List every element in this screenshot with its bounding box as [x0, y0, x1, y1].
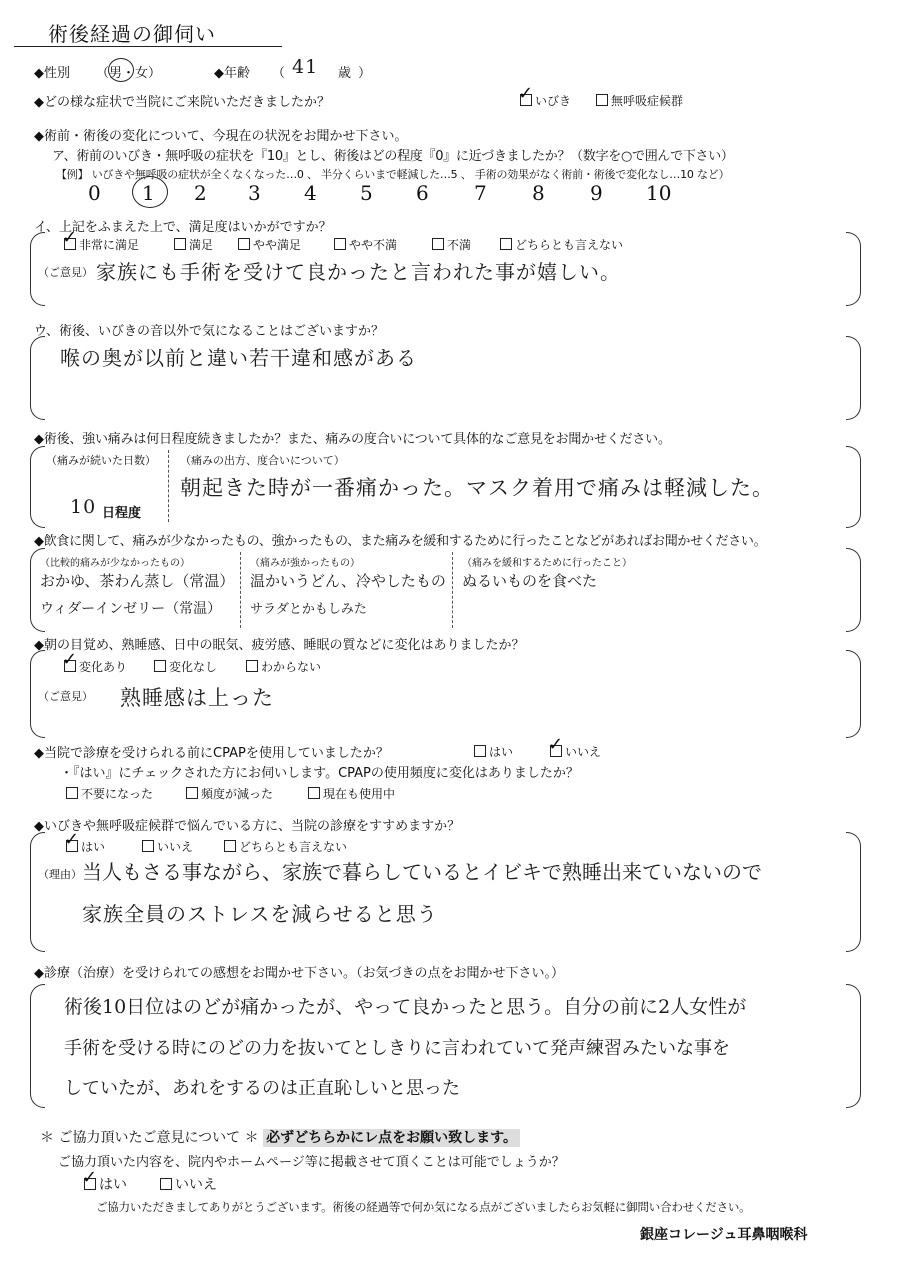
cpap-sub-option-unneeded[interactable] — [66, 785, 153, 802]
age-unit: 歳 — [338, 66, 352, 81]
option-label: わからない — [261, 660, 322, 674]
scale-1[interactable]: 1 — [142, 181, 155, 205]
checkbox[interactable] — [160, 1178, 172, 1190]
change-a-text: ア、術前のいびき・無呼吸の症状を『10』とし、術後はどの程度『0』に近づきましたか？（数字を○で囲んで下さい） — [52, 149, 734, 164]
scale-5[interactable]: 5 — [360, 181, 373, 205]
pain-bracket-right — [846, 446, 861, 528]
impression-line2[interactable]: 手術を受ける時にのどの力を抜いてとしきりに言われていて発声練習みたいな事を — [64, 1038, 730, 1059]
sleep-option-unchanged[interactable] — [154, 658, 217, 675]
food-col3-line1[interactable]: ぬるいものを食べた — [462, 572, 598, 590]
sex-options[interactable]: （男・女） — [96, 66, 162, 81]
option-label: 不要になった — [81, 787, 154, 801]
checkbox[interactable] — [246, 660, 258, 672]
satisfaction-bracket-right — [846, 232, 861, 306]
pain-question: ◆術後、強い痛みは何日程度続きましたか？また、痛みの度合いについて具体的なご意見をお聞かせください。 — [34, 432, 671, 447]
change-question: ◆術前・術後の変化について、今現在の状況をお聞かせ下さい。 — [34, 129, 408, 144]
recommend-answer-line2[interactable]: 家族全員のストレスを減らせると思う — [82, 902, 438, 926]
scale-6[interactable]: 6 — [416, 181, 429, 205]
checkbox[interactable] — [500, 238, 512, 250]
recommend-reason-label: （理由） — [38, 868, 82, 881]
option-label: はい — [489, 745, 514, 759]
checkbox[interactable] — [174, 238, 186, 250]
sleep-option-unknown[interactable] — [246, 658, 321, 675]
scale-3[interactable]: 3 — [248, 181, 261, 205]
checkbox-apnea[interactable] — [596, 94, 608, 106]
option-label: 不満 — [447, 238, 472, 252]
cpap-question: ◆当院で診療を受けられる前にCPAPを使用していましたか？ — [34, 746, 389, 761]
food-col3-label: （痛みを緩和するために行ったこと） — [462, 558, 632, 569]
checkbox[interactable] — [64, 238, 76, 250]
footer-option-no[interactable] — [160, 1174, 217, 1194]
footer-permission-question: ご協力頂いた内容を、院内やホームページ等に掲載させて頂くことは可能でしょうか？ — [58, 1155, 565, 1170]
satisfaction-question: イ、上記をふまえた上で、満足度はいかがですか？ — [34, 220, 332, 235]
satisfaction-option-somewhat-unsatisfied[interactable] — [334, 236, 397, 253]
option-label: やや満足 — [253, 238, 302, 252]
checkbox[interactable] — [84, 1178, 96, 1190]
sleep-opinion-label: （ご意見） — [38, 690, 93, 703]
pain-bracket-left — [30, 446, 45, 528]
recommend-bracket-right — [846, 832, 861, 952]
footer-note-prefix: ＊ ご協力頂いたご意見について ＊ — [40, 1130, 259, 1146]
satisfaction-option-neither[interactable] — [500, 236, 623, 253]
checkbox[interactable] — [308, 787, 320, 799]
age-label: ◆年齢 — [214, 66, 250, 81]
symptom-option-apnea[interactable] — [596, 92, 683, 109]
sleep-option-changed[interactable] — [64, 658, 127, 675]
option-label: はい — [99, 1177, 127, 1193]
other-bracket-right — [846, 336, 861, 420]
checkbox[interactable] — [154, 660, 166, 672]
option-label: いいえ — [175, 1177, 217, 1193]
recommend-option-no[interactable] — [142, 838, 193, 855]
age-close-paren: ） — [358, 66, 372, 81]
age-open-paren: （ — [272, 66, 286, 81]
change-example: 【例】 いびきや無呼吸の症状が全くなくなった…0 、 半分くらいまで軽減した…5 、 手術の効果がなく術前・術後で変化なし…10 など） — [56, 168, 730, 181]
age-value[interactable]: 41 — [292, 56, 319, 78]
checkbox[interactable] — [64, 660, 76, 672]
symptom-option-snoring[interactable] — [520, 92, 571, 109]
option-label: いいえ — [565, 745, 602, 759]
checkbox[interactable] — [186, 787, 198, 799]
recommend-answer-line1[interactable]: 当人もさる事ながら、家族で暮らしているとイビキで熟睡出来ていないので — [82, 860, 762, 884]
checkbox[interactable] — [334, 238, 346, 250]
pain-detail-label: （痛みの出方、度合いについて） — [180, 454, 345, 467]
checkbox[interactable] — [474, 745, 486, 757]
checkbox[interactable] — [550, 745, 562, 757]
food-col2-label: （痛みが強かったもの） — [250, 558, 360, 569]
footer-thanks: ご協力いただきましてありがとうございます。術後の経過等で何か気になる点がございましたらお気軽に御問い合わせください。 — [96, 1200, 751, 1214]
satisfaction-opinion-label: （ご意見） — [38, 266, 93, 279]
scale-10[interactable]: 10 — [646, 181, 672, 205]
scale-8[interactable]: 8 — [532, 181, 545, 205]
sex-selected-circle — [108, 58, 134, 82]
other-bracket-left — [30, 336, 45, 420]
recommend-option-yes[interactable] — [66, 838, 105, 855]
checkbox[interactable] — [142, 840, 154, 852]
pain-detail-answer[interactable]: 朝起きた時が一番痛かった。マスク着用で痛みは軽減した。 — [180, 476, 774, 500]
satisfaction-option-unsatisfied[interactable] — [432, 236, 471, 253]
food-separator-1 — [240, 552, 241, 628]
scale-7[interactable]: 7 — [474, 181, 487, 205]
impression-bracket-left — [30, 984, 45, 1108]
scale-9[interactable]: 9 — [590, 181, 603, 205]
scale-0[interactable]: 0 — [88, 181, 101, 205]
recommend-bracket-left — [30, 832, 45, 952]
food-question: ◆飲食に関して、痛みが少なかったもの、強かったもの、また痛みを緩和するために行ったことなどがあればお聞かせください。 — [34, 534, 767, 549]
checkbox[interactable] — [66, 787, 78, 799]
option-label: 満足 — [189, 238, 214, 252]
satisfaction-option-somewhat-satisfied[interactable] — [238, 236, 301, 253]
sleep-answer[interactable]: 熟睡感は上った — [120, 686, 274, 710]
option-label: 非常に満足 — [79, 238, 140, 252]
scale-4[interactable]: 4 — [304, 181, 317, 205]
sex-label: ◆性別 — [34, 66, 70, 81]
pain-separator — [168, 450, 169, 522]
option-label: 無呼吸症候群 — [611, 94, 684, 108]
option-label: 頻度が減った — [201, 787, 274, 801]
satisfaction-answer[interactable]: 家族にも手術を受けて良かったと言われた事が嬉しい。 — [96, 260, 621, 284]
food-col1-line2[interactable]: ウィダーインゼリー（常温） — [40, 601, 222, 617]
footer-option-yes[interactable] — [84, 1174, 127, 1194]
scale-selected-circle — [132, 176, 168, 208]
pain-days-value[interactable]: 10 — [70, 496, 97, 518]
cpap-option-no[interactable] — [550, 743, 601, 760]
recommend-option-neither[interactable] — [224, 838, 347, 855]
option-label: 変化なし — [169, 660, 218, 674]
scale-2[interactable]: 2 — [194, 181, 207, 205]
checkbox-snoring[interactable] — [520, 94, 532, 106]
option-label: どちらとも言えない — [239, 840, 348, 854]
footer-note — [40, 1127, 520, 1147]
footer-note-highlight: 必ずどちらかにレ点をお願い致します。 — [263, 1129, 520, 1147]
option-label: はい — [81, 840, 106, 854]
food-col1-line1[interactable]: おかゆ、茶わん蒸し（常温） — [40, 572, 235, 590]
title-underline — [14, 46, 282, 47]
satisfaction-option-very-satisfied[interactable] — [64, 236, 139, 253]
checkbox[interactable] — [432, 238, 444, 250]
option-label: いびき — [535, 94, 572, 108]
food-separator-2 — [452, 552, 453, 628]
satisfaction-option-satisfied[interactable] — [174, 236, 213, 253]
symptom-question: ◆どの様な症状で当院にご来院いただきましたか？ — [34, 95, 330, 110]
food-col2-line2[interactable]: サラダとかもしみた — [250, 602, 367, 617]
impression-bracket-right — [846, 984, 861, 1108]
food-col2-line1[interactable]: 温かいうどん、冷やしたもの — [250, 572, 446, 590]
cpap-sub-option-still-using[interactable] — [308, 785, 395, 802]
food-bracket-right — [846, 548, 861, 632]
option-label: やや不満 — [349, 238, 398, 252]
impression-question: ◆診療（治療）を受けられての感想をお聞かせ下さい。（お気づきの点をお聞かせ下さい。） — [34, 966, 564, 981]
food-col1-label: （比較的痛みが少なかったもの） — [40, 558, 190, 569]
checkbox[interactable] — [66, 840, 78, 852]
option-label: 変化あり — [79, 660, 128, 674]
other-question: ウ、術後、いびきの音以外で気になることはございますか？ — [34, 324, 384, 339]
pain-days-unit: 日程度 — [102, 506, 142, 521]
cpap-sub-option-reduced[interactable] — [186, 785, 273, 802]
option-label: 現在も使用中 — [323, 787, 396, 801]
pain-days-label: （痛みが続いた日数） — [46, 454, 156, 467]
impression-line3[interactable]: していたが、あれをするのは正直恥しいと思った — [64, 1078, 460, 1099]
option-label: いいえ — [157, 840, 194, 854]
checkbox[interactable] — [224, 840, 236, 852]
clinic-name: 銀座コレージュ耳鼻咽喉科 — [640, 1227, 808, 1243]
recommend-question: ◆いびきや無呼吸症候群で悩んでいる方に、当院の診療をすすめますか？ — [34, 819, 461, 834]
sleep-bracket-right — [846, 650, 861, 738]
cpap-sub-question: ・『はい』にチェックされた方にお伺いします。CPAPの使用頻度に変化はありましたか？ — [60, 766, 579, 781]
option-label: どちらとも言えない — [515, 238, 624, 252]
cpap-option-yes[interactable] — [474, 743, 513, 760]
checkbox[interactable] — [238, 238, 250, 250]
page-title: 術後経過の御伺い — [48, 22, 216, 46]
other-answer[interactable]: 喉の奥が以前と違い若干違和感がある — [60, 346, 417, 370]
impression-line1[interactable]: 術後10日位はのどが痛かったが、やって良かったと思う。自分の前に2人女性が — [64, 996, 747, 1018]
sleep-question: ◆朝の目覚め、熟睡感、日中の眠気、疲労感、睡眠の質などに変化はありましたか？ — [34, 638, 525, 653]
